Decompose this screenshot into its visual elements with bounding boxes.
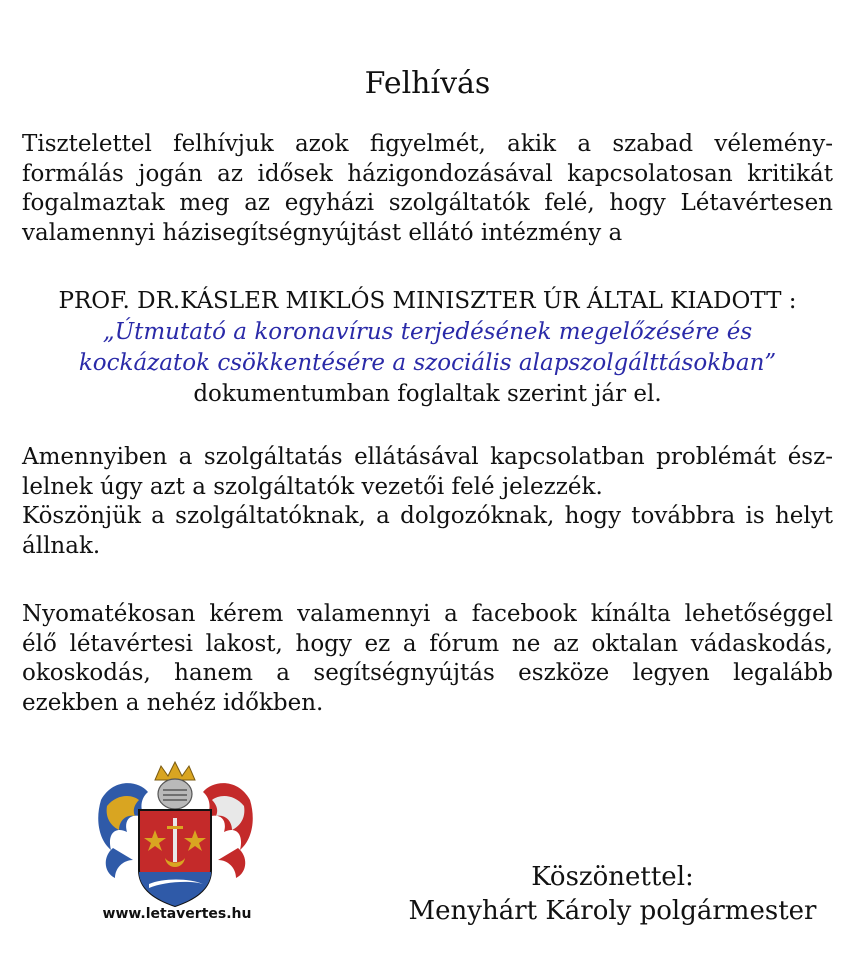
guideline-title-line-2: kockázatok csökkentésére a szociális alapszolgálttásokban”	[78, 350, 777, 376]
paragraph-feedback	[22, 443, 833, 561]
coat-of-arms-logo	[93, 760, 258, 908]
signoff-name: Menyhárt Károly polgármester	[408, 896, 817, 926]
paragraph-request: Nyomatékosan kérem valamennyi a facebook kínálta lehetőséggel élő létavértesi lakost, hogy ez a fórum ne az oktalan vádaskodás, okoskodás, hanem a segítségnyújtás eszköze legyen legalább ezekben a nehéz időkben.	[22, 601, 833, 716]
document-title: Felhívás	[364, 66, 491, 101]
guideline-tail: dokumentumban foglaltak szerint jár el.	[193, 381, 662, 407]
paragraph-thanks: Köszönjük a szolgáltatóknak, a dolgozóknak, hogy továbbra is helyt állnak.	[22, 503, 833, 559]
paragraph-problem-report: Amennyiben a szolgáltatás ellátásával kapcsolatban problémát ész-lelnek úgy azt a szolgáltatók vezetői felé jelezzék.	[22, 444, 833, 500]
website-url: www.letavertes.hu	[102, 906, 252, 922]
guideline-title-line-1: „Útmutató a koronavírus terjedésének megelőzésére és	[102, 319, 753, 345]
minister-heading: PROF. DR.KÁSLER MIKLÓS MINISZTER ÚR ÁLTAL KIADOTT :	[58, 288, 797, 314]
signoff-greeting: Köszönettel:	[531, 862, 694, 892]
paragraph-intro: Tisztelettel felhívjuk azok figyelmét, akik a szabad vélemény-formálás jogán az idősek házigondozásával kapcsolatosan kritikát fogalmaztak meg az egyházi szolgáltatók felé, hogy Létavértesen valamennyi házisegítségnyújtást ellátó intézmény a	[22, 131, 833, 246]
signature-block	[380, 860, 845, 928]
guideline-reference	[0, 286, 855, 410]
